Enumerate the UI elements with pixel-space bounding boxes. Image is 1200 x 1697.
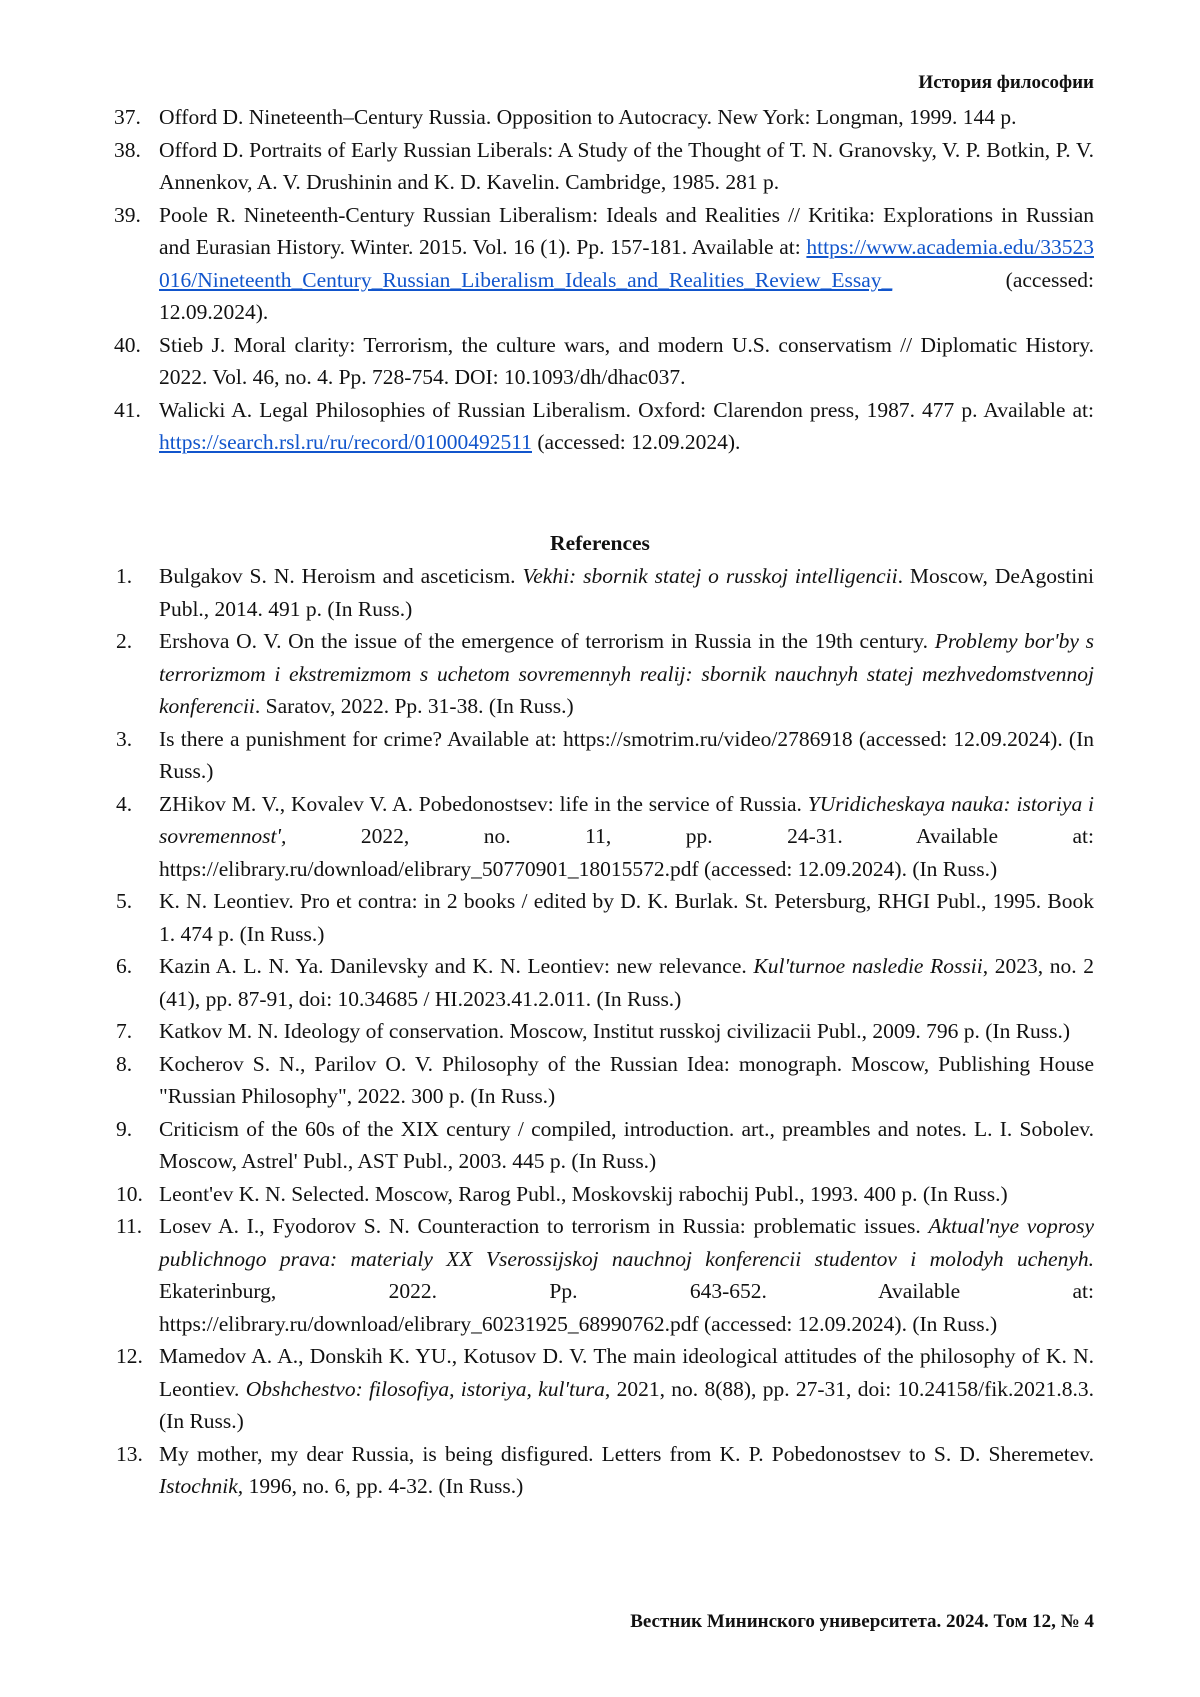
item-number: 39.: [114, 199, 141, 232]
item-text: Is there a punishment for crime? Available at: https://smotrim.ru/video/2786918 (accessed: 12.09.2024). (In Russ.): [159, 727, 1094, 784]
reference-item: [0, 885, 1200, 950]
item-source: Obshchestvo: filosofiya, istoriya, kul'tura: [246, 1377, 605, 1401]
reference-item: [0, 1340, 1200, 1438]
item-source: Aktual'nye voprosy publichnogo prava: materialy XX Vserossijskoj nauchnoj konferencii studentov i molodyh uchenyh.: [159, 1214, 1094, 1271]
item-text: Losev A. I., Fyodorov S. N. Counteraction to terrorism in Russia: problematic issues.: [159, 1214, 928, 1238]
item-text-tail: 1996, no. 6, pp. 4-32. (In Russ.): [243, 1474, 523, 1498]
item-source: Problemy bor'by s terrorizmom i ekstremizmom s uchetom sovremennyh realij: sbornik nauchnyh statej mezhvedomstvennoj konferencii: [159, 629, 1094, 718]
item-text: K. N. Leontiev. Pro et contra: in 2 books / edited by D. K. Burlak. St. Petersburg, RHGI Publ., 1995. Book 1. 474 p. (In Russ.): [159, 889, 1094, 946]
journal-section-header: История философии: [918, 72, 1094, 94]
item-number: 2.: [116, 625, 132, 658]
item-text: ZHikov M. V., Kovalev V. A. Pobedonostsev: life in the service of Russia.: [159, 792, 808, 816]
academia-link[interactable]: https://www.academia.edu/33523016/Nineteenth_Century_Russian_Liberalism_Ideals_and_Realities_Review_Essay_: [159, 235, 1094, 292]
reference-item: [0, 1048, 1200, 1113]
list-item: [0, 199, 1200, 329]
item-text: Stieb J. Moral clarity: Terrorism, the culture wars, and modern U.S. conservatism // Diplomatic History. 2022. Vol. 46, no. 4. Pp. 728-754. DOI: 10.1093/dh/dhac037.: [159, 333, 1094, 390]
item-source: YUridicheskaya nauka: istoriya i sovremennost',: [159, 792, 1094, 849]
item-text: Poole R. Nineteenth-Century Russian Liberalism: Ideals and Realities // Kritika: Explorations in Russian and Eurasian History. Winter. 2015. Vol. 16 (1). Pp. 157-181. Available at:: [159, 203, 1094, 260]
item-number: 37.: [114, 101, 141, 134]
item-text-tail: . Moscow, DeAgostini Publ., 2014. 491 p. (In Russ.): [159, 564, 1094, 621]
item-text: Offord D. Nineteenth–Century Russia. Opposition to Autocracy. New York: Longman, 1999. 144 p.: [159, 105, 1017, 129]
item-number: 38.: [114, 134, 141, 167]
item-text: Leont'ev K. N. Selected. Moscow, Rarog Publ., Moskovskij rabochij Publ., 1993. 400 p. (In Russ.): [159, 1182, 1008, 1206]
reference-item: [0, 560, 1200, 625]
item-number: 11.: [116, 1210, 142, 1243]
item-number: 10.: [116, 1178, 143, 1211]
journal-footer: Вестник Мининского университета. 2024. Том 12, № 4: [630, 1611, 1094, 1633]
bibliography-continued: [0, 101, 1200, 459]
references-heading: References: [0, 531, 1200, 556]
item-number: 3.: [116, 723, 132, 756]
item-source: Kul'turnoe nasledie Rossii: [753, 954, 982, 978]
item-number: 13.: [116, 1438, 143, 1471]
item-number: 8.: [116, 1048, 132, 1081]
item-number: 9.: [116, 1113, 132, 1146]
item-number: 5.: [116, 885, 132, 918]
list-item: [0, 394, 1200, 459]
reference-item: [0, 1015, 1200, 1048]
item-text-tail: (accessed: 12.09.2024).: [159, 268, 1094, 325]
item-text: Kazin A. L. N. Ya. Danilevsky and K. N. Leontiev: new relevance.: [159, 954, 753, 978]
list-item: [0, 329, 1200, 394]
reference-item: [0, 1438, 1200, 1503]
reference-item: [0, 1113, 1200, 1178]
reference-item: [0, 1210, 1200, 1340]
item-text-tail: , 2023, no. 2 (41), pp. 87-91, doi: 10.34685 / HI.2023.41.2.011. (In Russ.): [159, 954, 1094, 1011]
item-number: 1.: [116, 560, 132, 593]
reference-item: [0, 950, 1200, 1015]
list-item: [0, 134, 1200, 199]
item-text-tail: 2022, no. 11, pp. 24-31. Available at: https://elibrary.ru/download/elibrary_50770901_18015572.pdf (accessed: 12.09.2024). (In Russ.): [159, 824, 1094, 881]
reference-item: [0, 788, 1200, 886]
item-number: 4.: [116, 788, 132, 821]
item-number: 41.: [114, 394, 141, 427]
item-source: Vekhi: sbornik statej o russkoj intelligencii: [523, 564, 898, 588]
item-text: Bulgakov S. N. Heroism and asceticism.: [159, 564, 523, 588]
item-text: Katkov M. N. Ideology of conservation. Moscow, Institut russkoj civilizacii Publ., 2009. 796 p. (In Russ.): [159, 1019, 1070, 1043]
reference-item: [0, 1178, 1200, 1211]
item-text: Offord D. Portraits of Early Russian Liberals: A Study of the Thought of T. N. Granovsky, V. P. Botkin, P. V. Annenkov, A. V. Drushinin and K. D. Kavelin. Cambridge, 1985. 281 p.: [159, 138, 1094, 195]
item-source: Istochnik,: [159, 1474, 243, 1498]
list-item: [0, 101, 1200, 134]
item-text: Mamedov A. A., Donskih K. YU., Kotusov D. V. The main ideological attitudes of the philosophy of K. N. Leontiev.: [159, 1344, 1094, 1401]
item-number: 6.: [116, 950, 132, 983]
item-text-tail: . Saratov, 2022. Pp. 31-38. (In Russ.): [255, 694, 574, 718]
reference-item: [0, 723, 1200, 788]
item-number: 40.: [114, 329, 141, 362]
item-text: Criticism of the 60s of the XIX century / compiled, introduction. art., preambles and notes. L. I. Sobolev. Moscow, Astrel' Publ., AST Publ., 2003. 445 p. (In Russ.): [159, 1117, 1094, 1174]
item-text: Ershova O. V. On the issue of the emergence of terrorism in Russia in the 19th century.: [159, 629, 935, 653]
item-text-tail: , 2021, no. 8(88), pp. 27-31, doi: 10.24158/fik.2021.8.3. (In Russ.): [159, 1377, 1094, 1434]
item-text: Kocherov S. N., Parilov O. V. Philosophy of the Russian Idea: monograph. Moscow, Publishing House "Russian Philosophy", 2022. 300 p. (In Russ.): [159, 1052, 1094, 1109]
rsl-link[interactable]: https://search.rsl.ru/ru/record/01000492511: [159, 430, 532, 454]
item-text: My mother, my dear Russia, is being disfigured. Letters from K. P. Pobedonostsev to S. D. Sheremetev.: [159, 1442, 1094, 1466]
item-text-tail: (accessed: 12.09.2024).: [532, 430, 740, 454]
reference-item: [0, 625, 1200, 723]
item-number: 12.: [116, 1340, 143, 1373]
item-number: 7.: [116, 1015, 132, 1048]
references-list: [0, 560, 1200, 1503]
item-text-tail: Ekaterinburg, 2022. Pp. 643-652. Available at: https://elibrary.ru/download/elibrary_60231925_68990762.pdf (accessed: 12.09.2024). (In Russ.): [159, 1279, 1094, 1336]
item-text: Walicki A. Legal Philosophies of Russian Liberalism. Oxford: Clarendon press, 1987. 477 p. Available at:: [159, 398, 1094, 422]
